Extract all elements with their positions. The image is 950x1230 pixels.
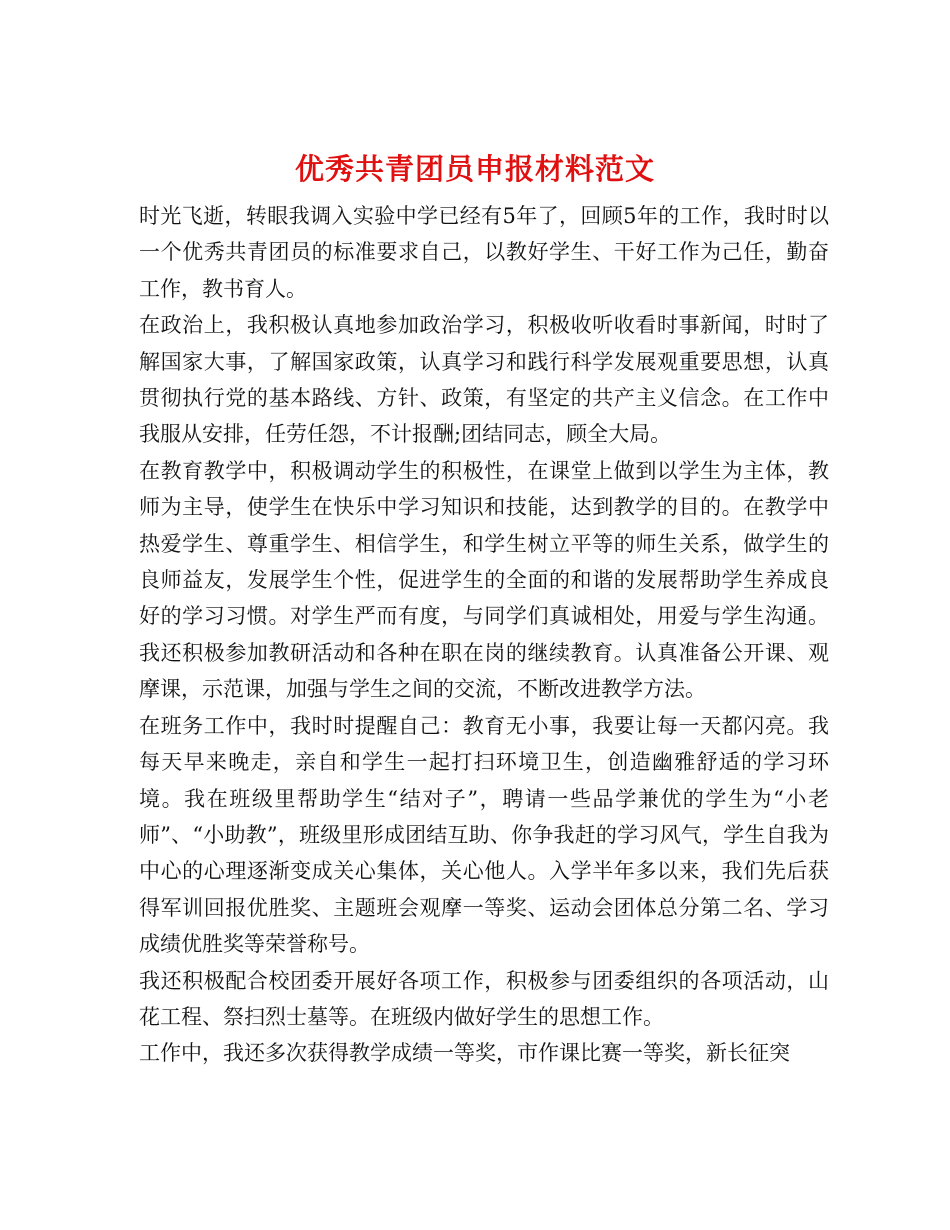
paragraph-league-work: 我还积极配合校团委开展好各项工作，积极参与团委组织的各项活动，山花工程、祭扫烈士墓等。在班级内做好学生的思想工作。 [139, 968, 829, 1029]
paragraph-awards: 工作中，我还多次获得教学成绩一等奖，市作课比赛一等奖，新长征突 [139, 1041, 790, 1066]
document-body [139, 198, 829, 1072]
paragraph-intro: 时光飞逝，转眼我调入实验中学已经有5年了，回顾5年的工作，我时时以一个优秀共青团员的标准要求自己，以教好学生、干好工作为己任，勤奋工作，教书育人。 [139, 204, 829, 301]
paragraph-politics: 在政治上，我积极认真地参加政治学习，积极收听收看时事新闻，时时了解国家大事，了解国家政策，认真学习和践行科学发展观重要思想，认真贯彻执行党的基本路线、方针、政策，有坚定的共产主义信念。在工作中我服从安排，任劳任怨，不计报酬;团结同志，顾全大局。 [139, 313, 829, 447]
paragraph-class-work: 在班务工作中，我时时提醒自己：教育无小事，我要让每一天都闪亮。我每天早来晚走，亲自和学生一起打扫环境卫生，创造幽雅舒适的学习环境。我在班级里帮助学生“结对子”，聘请一些品学兼优的学生为“小老师”、“小助教”，班级里形成团结互助、你争我赶的学习风气，学生自我为中心的心理逐渐变成关心集体，关心他人。入学半年多以来，我们先后获得军训回报优胜奖、主题班会观摩一等奖、运动会团体总分第二名、学习成绩优胜奖等荣誉称号。 [139, 713, 829, 957]
document-title: 优秀共青团员申报材料范文 [294, 152, 655, 187]
paragraph-teaching: 在教育教学中，积极调动学生的积极性，在课堂上做到以学生为主体，教师为主导，使学生在快乐中学习知识和技能，达到教学的目的。在教学中热爱学生、尊重学生、相信学生，和学生树立平等的师生关系，做学生的良师益友，发展学生个性，促进学生的全面的和谐的发展帮助学生养成良好的学习习惯。对学生严而有度，与同学们真诚相处，用爱与学生沟通。我还积极参加教研活动和各种在职在岗的继续教育。认真准备公开课、观摩课，示范课，加强与学生之间的交流，不断改进教学方法。 [139, 458, 829, 702]
